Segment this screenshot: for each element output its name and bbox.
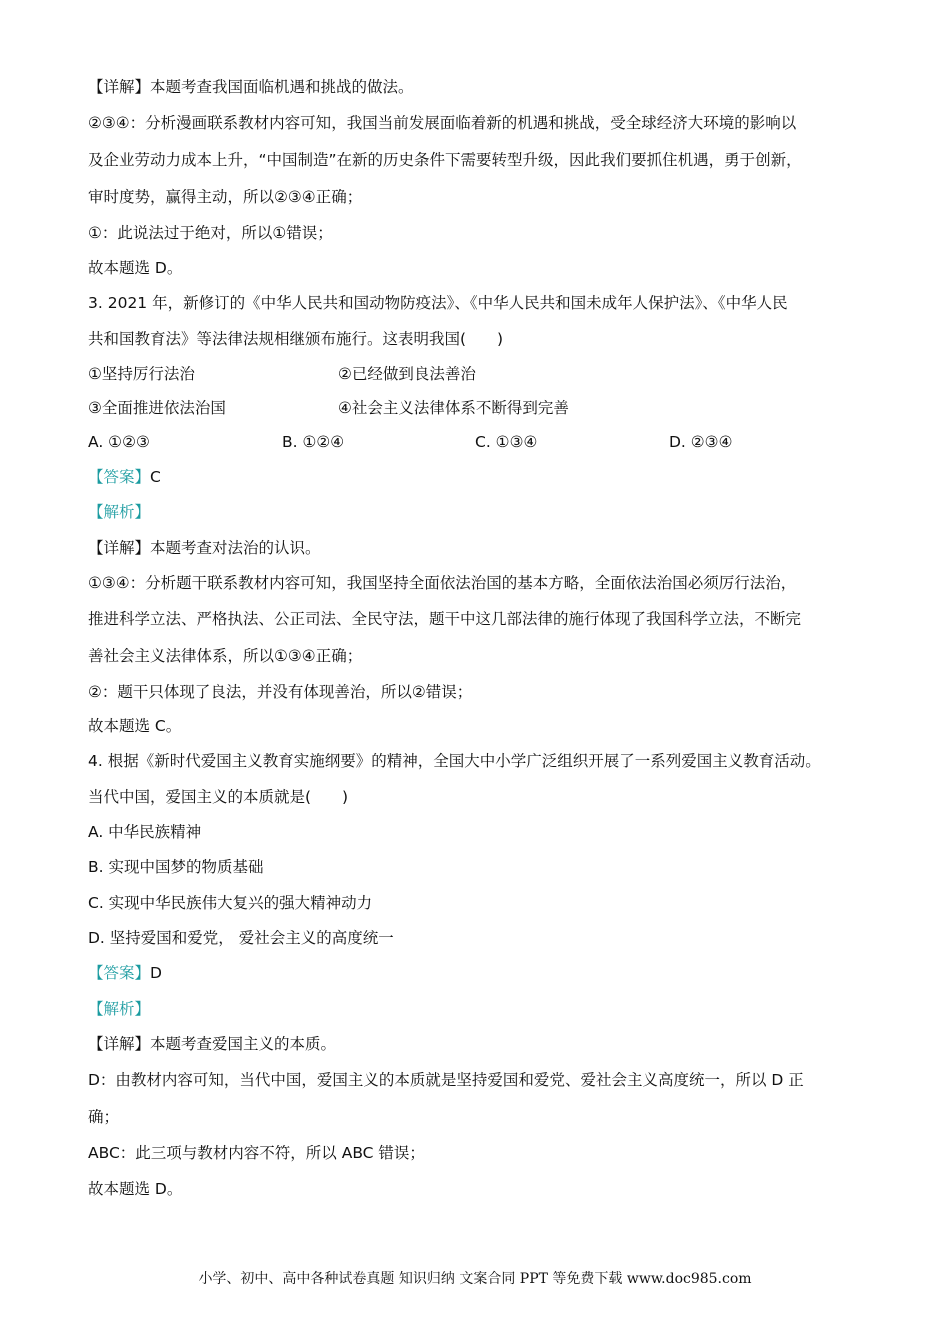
- q3-item-1: ①坚持厉行法治: [88, 365, 195, 383]
- q4-wrong-note: ABC：此三项与教材内容不符，所以 ABC 错误；: [88, 1144, 425, 1162]
- q3-analysis-line-2: 推进科学立法、严格执法、公正司法、全民守法，题干中这几部法律的施行体现了我国科学立法，不断完: [88, 610, 802, 628]
- q2-wrong-note: ①：此说法过于绝对，所以①错误；: [88, 224, 333, 242]
- q3-option-a: A. ①②③: [88, 433, 150, 451]
- answer-tag: 【答案】: [88, 964, 151, 982]
- q3-stem-line-1: 3. 2021 年，新修订的《中华人民共和国动物防疫法》、《中华人民共和国未成年人保护法》、《中华人民: [88, 294, 788, 312]
- q4-stem-line-2: 当代中国，爱国主义的本质就是( ): [88, 788, 349, 806]
- q3-item-3: ③全面推进依法治国: [88, 399, 226, 417]
- q2-detail: 【详解】本题考查我国面临机遇和挑战的做法。: [88, 78, 414, 96]
- q4-option-c: C. 实现中华民族伟大复兴的强大精神动力: [88, 894, 373, 912]
- q4-option-a: A. 中华民族精神: [88, 823, 202, 841]
- q4-analysis-tag: 【解析】: [88, 1000, 151, 1018]
- answer-value: C: [150, 468, 161, 486]
- q3-option-c: C. ①③④: [475, 433, 538, 451]
- q3-option-d: D. ②③④: [669, 433, 733, 451]
- q4-answer: [88, 963, 162, 983]
- q4-conclusion: 故本题选 D。: [88, 1180, 183, 1198]
- q2-analysis-line-3: 审时度势，赢得主动，所以②③④正确；: [88, 188, 363, 206]
- page-footer: 小学、初中、高中各种试卷真题 知识归纳 文案合同 PPT 等免费下载 www.doc985.com: [198, 1271, 752, 1287]
- q2-conclusion: 故本题选 D。: [88, 259, 183, 277]
- q3-option-b: B. ①②④: [282, 433, 345, 451]
- q3-stem-line-2: 共和国教育法》等法律法规相继颁布施行。这表明我国( ): [88, 330, 504, 348]
- q3-item-4: ④社会主义法律体系不断得到完善: [338, 399, 569, 417]
- q3-analysis-tag: 【解析】: [88, 503, 151, 521]
- q4-analysis-line-2: 确；: [88, 1108, 120, 1126]
- answer-value: D: [150, 964, 162, 982]
- answer-tag: 【答案】: [88, 468, 151, 486]
- q3-analysis-line-3: 善社会主义法律体系，所以①③④正确；: [88, 647, 363, 665]
- q4-detail: 【详解】本题考查爱国主义的本质。: [88, 1035, 337, 1053]
- q3-conclusion: 故本题选 C。: [88, 717, 182, 735]
- q3-item-2: ②已经做到良法善治: [338, 365, 476, 383]
- q2-analysis-line-1: ②③④：分析漫画联系教材内容可知，我国当前发展面临着新的机遇和挑战，受全球经济大环境的影响以: [88, 114, 797, 132]
- q4-option-d: D. 坚持爱国和爱党， 爱社会主义的高度统一: [88, 929, 394, 947]
- q4-option-b: B. 实现中国梦的物质基础: [88, 858, 264, 876]
- q3-wrong-note: ②：题干只体现了良法，并没有体现善治，所以②错误；: [88, 683, 473, 701]
- q4-stem-line-1: 4. 根据《新时代爱国主义教育实施纲要》的精神，全国大中小学广泛组织开展了一系列爱国主义教育活动。: [88, 752, 821, 770]
- q3-answer: [88, 467, 161, 487]
- q2-analysis-line-2: 及企业劳动力成本上升，“中国制造”在新的历史条件下需要转型升级，因此我们要抓住机遇，勇于创新，: [88, 151, 802, 169]
- q3-detail: 【详解】本题考查对法治的认识。: [88, 539, 321, 557]
- q3-analysis-line-1: ①③④：分析题干联系教材内容可知，我国坚持全面依法治国的基本方略，全面依法治国必须厉行法治，: [88, 574, 797, 592]
- q4-analysis-line-1: D：由教材内容可知，当代中国，爱国主义的本质就是坚持爱国和爱党、爱社会主义高度统一，所以 D 正: [88, 1071, 804, 1089]
